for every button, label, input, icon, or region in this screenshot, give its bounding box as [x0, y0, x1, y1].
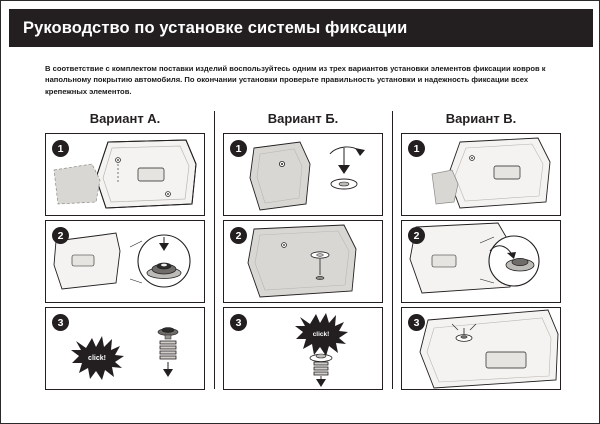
variant-a-title: Вариант А. [89, 111, 161, 126]
variant-b-step-3-illustration [224, 308, 383, 389]
variant-c-step-1-illustration [402, 134, 561, 215]
variant-a-step-3-illustration [46, 308, 205, 389]
variant-column-b [223, 109, 383, 399]
title-bar [9, 9, 593, 47]
variants-container [45, 109, 561, 399]
variant-b-step-3-number: 3 [230, 314, 247, 331]
variant-b-step-2-illustration [224, 221, 383, 302]
column-divider-2 [383, 109, 401, 399]
variant-c-step-3-panel [401, 307, 561, 390]
variant-c-step-1-panel [401, 133, 561, 216]
variant-a-step-1-panel [45, 133, 205, 216]
column-divider-1 [205, 109, 223, 399]
variant-column-c [401, 109, 561, 399]
variant-c-step-1-number: 1 [408, 140, 425, 157]
variant-c-step-3-illustration [402, 308, 561, 389]
variant-c-step-2-number: 2 [408, 227, 425, 244]
variant-b-step-2-panel [223, 220, 383, 303]
variant-a-step-2-panel [45, 220, 205, 303]
variant-b-step-1-number: 1 [230, 140, 247, 157]
svg-text:click!: click! [312, 331, 330, 338]
variant-c-step-2-illustration [402, 221, 561, 302]
intro-paragraph: В соответствие с комплектом поставки изделий воспользуйтесь одним из трех вариантов установки элементов фиксации ковров к напольному покрытию автомобиля. По окончании установки проверьте правильность установки и надежность фиксации всех крепежных элементов. [45, 64, 546, 96]
variant-c-step-2-panel [401, 220, 561, 303]
variant-b-step-3-panel [223, 307, 383, 390]
variant-a-step-2-number: 2 [52, 227, 69, 244]
variant-c-title: Вариант В. [445, 111, 517, 126]
svg-text:click!: click! [88, 355, 106, 362]
page-title: Руководство по установке системы фиксации [23, 18, 408, 37]
variant-b-step-2-number: 2 [230, 227, 247, 244]
variant-column-a [45, 109, 205, 399]
variant-b-title: Вариант Б. [267, 111, 339, 126]
variant-c-step-3-number: 3 [408, 314, 425, 331]
variant-a-step-2-illustration [46, 221, 205, 302]
variant-a-step-1-number: 1 [52, 140, 69, 157]
variant-b-step-1-panel [223, 133, 383, 216]
variant-b-step-1-illustration [224, 134, 383, 215]
variant-a-step-3-panel [45, 307, 205, 390]
variant-a-step-3-number: 3 [52, 314, 69, 331]
variant-a-step-1-illustration [46, 134, 205, 215]
